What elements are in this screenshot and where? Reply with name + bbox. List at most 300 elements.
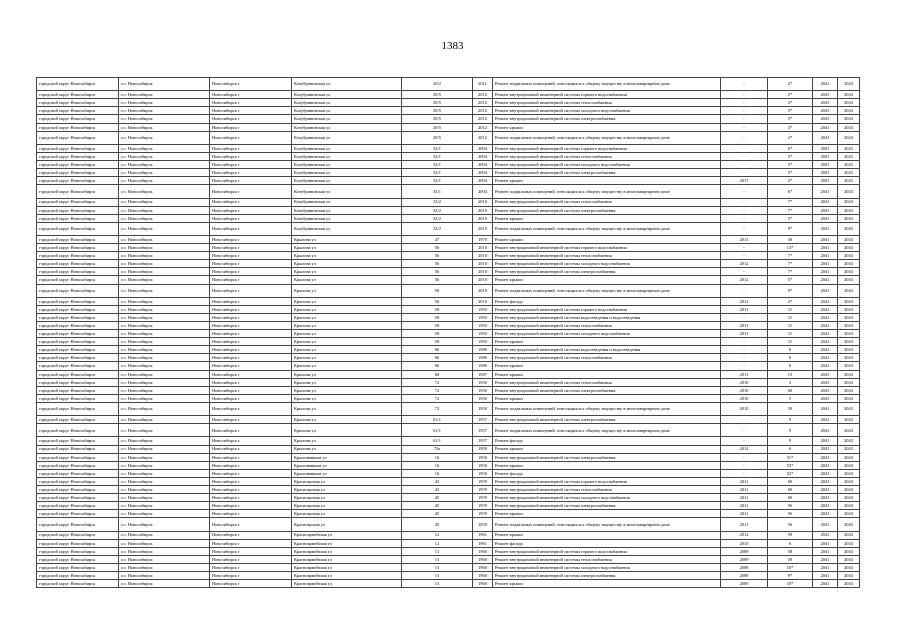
table-row [37,378,860,386]
table-row [37,123,860,131]
municipality-cell: городской округ Новосибирск [37,144,119,152]
build-year-cell: 1959 [473,518,493,531]
house-number-cell: 60 [402,362,473,370]
build-year-cell: 2004 [473,169,493,177]
end-year-cell: 2043 [838,91,860,99]
district-cell: г.о. Новосибирск [119,260,210,268]
district-cell: г.о. Новосибирск [119,91,210,99]
street-cell: Кочубрининская ул [292,131,402,144]
table-row [37,169,860,177]
district-cell: г.о. Новосибирск [119,354,210,362]
table-row [37,453,860,461]
work-type-cell: Ремонт фасада [493,469,721,477]
wear-cell: 2* [768,91,813,99]
district-cell: г.о. Новосибирск [119,424,210,437]
start-year-cell: 2041 [813,572,838,580]
work-type-cell: Ремонт подвальных помещений, относящихся к общему имуществу в многоквартирном доме [493,78,721,91]
last-repair-year-cell: - [721,131,768,144]
work-type-cell: Ремонт внутридомовой инженерной системы холодного водоснабжения [493,260,721,268]
wear-cell: 9 [768,424,813,437]
district-cell: г.о. Новосибирск [119,252,210,260]
start-year-cell: 2041 [813,394,838,402]
street-cell: Крылова ул [292,284,402,297]
start-year-cell: 2041 [813,322,838,330]
table-row [37,370,860,378]
street-cell: Крыловникова ул [292,461,402,469]
table-row [37,206,860,214]
build-year-cell: 2010 [473,214,493,222]
last-repair-year-cell: - [721,284,768,297]
street-cell: Крылова ул [292,354,402,362]
work-type-cell: Ремонт внутридомовой инженерной системы холодного водоснабжения [493,161,721,169]
start-year-cell: 2041 [813,437,838,445]
district-cell: г.о. Новосибирск [119,539,210,547]
settlement-cell: Новосибирск г [210,169,292,177]
end-year-cell: 2043 [838,305,860,313]
work-type-cell: Ремонт внутридомовой инженерной системы водоотведения и водоотведения [493,346,721,354]
build-year-cell: 2004 [473,177,493,185]
district-cell: г.о. Новосибирск [119,346,210,354]
wear-cell: 60 [768,386,813,394]
municipality-cell: городской округ Новосибирск [37,362,119,370]
table-row [37,214,860,222]
table-row [37,362,860,370]
settlement-cell: Новосибирск г [210,563,292,571]
settlement-cell: Новосибирск г [210,518,292,531]
wear-cell: 11 [768,330,813,338]
district-cell: г.о. Новосибирск [119,177,210,185]
last-repair-year-cell: - [721,152,768,160]
settlement-cell: Новосибирск г [210,445,292,453]
table-row [37,313,860,321]
table-row [37,252,860,260]
table-row [37,563,860,571]
end-year-cell: 2043 [838,518,860,531]
wear-cell: 56 [768,502,813,510]
house-number-cell: 43 [402,477,473,485]
last-repair-year-cell: - [721,424,768,437]
wear-cell: 11 [768,338,813,346]
start-year-cell: 2041 [813,252,838,260]
work-type-cell: Ремонт крыши [493,276,721,284]
end-year-cell: 2043 [838,214,860,222]
last-repair-year-cell: - [721,206,768,214]
district-cell: г.о. Новосибирск [119,338,210,346]
last-repair-year-cell: - [721,453,768,461]
street-cell: Кочубрининская ул [292,123,402,131]
table-row [37,330,860,338]
street-cell: Кочубрининская ул [292,144,402,152]
wear-cell: 7* [768,252,813,260]
end-year-cell: 2043 [838,260,860,268]
house-number-cell: 56 [402,268,473,276]
table-row [37,284,860,297]
end-year-cell: 2043 [838,276,860,284]
house-number-cell: 56 [402,252,473,260]
settlement-cell: Новосибирск г [210,144,292,152]
end-year-cell: 2043 [838,402,860,415]
street-cell: Крылова ул [292,252,402,260]
district-cell: г.о. Новосибирск [119,477,210,485]
table-row [37,346,860,354]
start-year-cell: 2041 [813,354,838,362]
district-cell: г.о. Новосибирск [119,362,210,370]
district-cell: г.о. Новосибирск [119,580,210,588]
wear-cell: 9 [768,416,813,424]
street-cell: Кочубрининская ул [292,177,402,185]
settlement-cell: Новосибирск г [210,547,292,555]
settlement-cell: Новосибирск г [210,252,292,260]
work-type-cell: Ремонт подвальных помещений, относящихся к общему имуществу в многоквартирном доме [493,222,721,235]
capital-repair-table [36,77,860,588]
settlement-cell: Новосибирск г [210,177,292,185]
table-row [37,222,860,235]
start-year-cell: 2041 [813,477,838,485]
district-cell: г.о. Новосибирск [119,297,210,305]
end-year-cell: 2043 [838,115,860,123]
district-cell: г.о. Новосибирск [119,386,210,394]
municipality-cell: городской округ Новосибирск [37,555,119,563]
settlement-cell: Новосибирск г [210,378,292,386]
last-repair-year-cell: 2013 [721,370,768,378]
end-year-cell: 2043 [838,539,860,547]
settlement-cell: Новосибирск г [210,502,292,510]
municipality-cell: городской округ Новосибирск [37,477,119,485]
street-cell: Крылова ул [292,370,402,378]
work-type-cell: Ремонт подвальных помещений, относящихся к общему имуществу в многоквартирном доме [493,424,721,437]
end-year-cell: 2043 [838,437,860,445]
wear-cell: 59 [768,555,813,563]
wear-cell: 2* [768,297,813,305]
last-repair-year-cell: 2009 [721,547,768,555]
settlement-cell: Новосибирск г [210,362,292,370]
build-year-cell: 1959 [473,494,493,502]
start-year-cell: 2041 [813,235,838,243]
district-cell: г.о. Новосибирск [119,485,210,493]
end-year-cell: 2043 [838,563,860,571]
district-cell: г.о. Новосибирск [119,330,210,338]
end-year-cell: 2043 [838,502,860,510]
street-cell: Кочубрининская ул [292,222,402,235]
wear-cell: 60 [768,494,813,502]
wear-cell: 5* [768,214,813,222]
settlement-cell: Новосибирск г [210,338,292,346]
start-year-cell: 2041 [813,161,838,169]
district-cell: г.о. Новосибирск [119,198,210,206]
build-year-cell: 1993 [473,313,493,321]
house-number-cell: 13 [402,580,473,588]
table-row [37,276,860,284]
municipality-cell: городской округ Новосибирск [37,469,119,477]
work-type-cell: Ремонт крыши [493,461,721,469]
wear-cell: 6 [768,354,813,362]
wear-cell: 11 [768,305,813,313]
street-cell: Крылова ул [292,362,402,370]
district-cell: г.о. Новосибирск [119,563,210,571]
start-year-cell: 2041 [813,185,838,198]
end-year-cell: 2043 [838,370,860,378]
start-year-cell: 2041 [813,144,838,152]
house-number-cell: 58 [402,313,473,321]
house-number-cell: 33/2 [402,214,473,222]
last-repair-year-cell: 2011 [721,494,768,502]
build-year-cell: 1960 [473,572,493,580]
district-cell: г.о. Новосибирск [119,185,210,198]
street-cell: Крылова ул [292,437,402,445]
municipality-cell: городской округ Новосибирск [37,123,119,131]
municipality-cell: городской округ Новосибирск [37,214,119,222]
municipality-cell: городской округ Новосибирск [37,461,119,469]
end-year-cell: 2043 [838,461,860,469]
work-type-cell: Ремонт крыши [493,531,721,539]
work-type-cell: Ремонт внутридомовой инженерной системы холодного водоснабжения [493,563,721,571]
last-repair-year-cell: 2011 [721,510,768,518]
work-type-cell: Ремонт внутридомовой инженерной системы электроснабжения [493,502,721,510]
wear-cell: 5 [768,394,813,402]
wear-cell: 59 [768,531,813,539]
municipality-cell: городской округ Новосибирск [37,437,119,445]
house-number-cell: 58 [402,305,473,313]
last-repair-year-cell: - [721,244,768,252]
settlement-cell: Новосибирск г [210,235,292,243]
end-year-cell: 2043 [838,177,860,185]
last-repair-year-cell: 2010 [721,539,768,547]
wear-cell: 3* [768,107,813,115]
district-cell: г.о. Новосибирск [119,99,210,107]
table-row [37,185,860,198]
street-cell: Кочубрининская ул [292,198,402,206]
street-cell: Красноармейская ул [292,531,402,539]
start-year-cell: 2041 [813,386,838,394]
street-cell: Кочубрининская ул [292,169,402,177]
house-number-cell: 33/1 [402,177,473,185]
district-cell: г.о. Новосибирск [119,547,210,555]
street-cell: Крылова ул [292,330,402,338]
district-cell: г.о. Новосибирск [119,378,210,386]
district-cell: г.о. Новосибирск [119,131,210,144]
start-year-cell: 2041 [813,206,838,214]
work-type-cell: Ремонт фасада [493,297,721,305]
settlement-cell: Новосибирск г [210,305,292,313]
settlement-cell: Новосибирск г [210,206,292,214]
start-year-cell: 2041 [813,214,838,222]
wear-cell: 56 [768,510,813,518]
settlement-cell: Новосибирск г [210,99,292,107]
work-type-cell: Ремонт внутридомовой инженерной системы теплоснабжения [493,378,721,386]
last-repair-year-cell: 2011 [721,330,768,338]
build-year-cell: 2012 [473,131,493,144]
start-year-cell: 2041 [813,268,838,276]
house-number-cell: 72 [402,394,473,402]
municipality-cell: городской округ Новосибирск [37,152,119,160]
work-type-cell: Ремонт подвальных помещений, относящихся к общему имуществу в многоквартирном доме [493,185,721,198]
settlement-cell: Новосибирск г [210,322,292,330]
end-year-cell: 2043 [838,555,860,563]
build-year-cell: 2010 [473,297,493,305]
work-type-cell: Ремонт внутридомовой инженерной системы электроснабжения [493,169,721,177]
municipality-cell: городской округ Новосибирск [37,580,119,588]
wear-cell: 6 [768,362,813,370]
end-year-cell: 2043 [838,244,860,252]
district-cell: г.о. Новосибирск [119,78,210,91]
wear-cell: 9 [768,437,813,445]
house-number-cell: 33/1 [402,161,473,169]
end-year-cell: 2043 [838,185,860,198]
work-type-cell: Ремонт внутридомовой инженерной системы холодного водоснабжения [493,330,721,338]
municipality-cell: городской округ Новосибирск [37,260,119,268]
build-year-cell: 1950 [473,386,493,394]
house-number-cell: 29/2 [402,78,473,91]
work-type-cell: Ремонт внутридомовой инженерной системы холодного водоснабжения [493,107,721,115]
last-repair-year-cell: 2010 [721,402,768,415]
house-number-cell: 29/5 [402,99,473,107]
end-year-cell: 2043 [838,510,860,518]
settlement-cell: Новосибирск г [210,485,292,493]
house-number-cell: 33/2 [402,198,473,206]
municipality-cell: городской округ Новосибирск [37,445,119,453]
settlement-cell: Новосибирск г [210,152,292,160]
street-cell: Крылова ул [292,402,402,415]
municipality-cell: городской округ Новосибирск [37,305,119,313]
last-repair-year-cell: - [721,346,768,354]
district-cell: г.о. Новосибирск [119,276,210,284]
district-cell: г.о. Новосибирск [119,313,210,321]
settlement-cell: Новосибирск г [210,115,292,123]
municipality-cell: городской округ Новосибирск [37,518,119,531]
district-cell: г.о. Новосибирск [119,445,210,453]
build-year-cell: 2004 [473,161,493,169]
build-year-cell: 1970 [473,235,493,243]
table-row [37,445,860,453]
street-cell: Красноярская ул [292,477,402,485]
municipality-cell: городской округ Новосибирск [37,510,119,518]
last-repair-year-cell: 2011 [721,477,768,485]
municipality-cell: городской округ Новосибирск [37,169,119,177]
work-type-cell: Ремонт фасада [493,539,721,547]
municipality-cell: городской округ Новосибирск [37,244,119,252]
wear-cell: 7* [768,198,813,206]
house-number-cell: 72а [402,445,473,453]
wear-cell: 6 [768,445,813,453]
house-number-cell: 16 [402,461,473,469]
last-repair-year-cell: 2009 [721,555,768,563]
build-year-cell: 2010 [473,222,493,235]
house-number-cell: 58 [402,338,473,346]
table-row [37,115,860,123]
start-year-cell: 2041 [813,222,838,235]
table-row [37,322,860,330]
street-cell: Красноармейская ул [292,547,402,555]
build-year-cell: 1959 [473,502,493,510]
work-type-cell: Ремонт подвальных помещений, относящихся к общему имуществу в многоквартирном доме [493,284,721,297]
wear-cell: 3 [768,378,813,386]
house-number-cell: 56 [402,284,473,297]
last-repair-year-cell: - [721,107,768,115]
district-cell: г.о. Новосибирск [119,572,210,580]
district-cell: г.о. Новосибирск [119,394,210,402]
table-row [37,416,860,424]
table-row [37,99,860,107]
start-year-cell: 2041 [813,469,838,477]
district-cell: г.о. Новосибирск [119,268,210,276]
build-year-cell: 1993 [473,338,493,346]
house-number-cell: 45 [402,494,473,502]
last-repair-year-cell: - [721,313,768,321]
start-year-cell: 2041 [813,510,838,518]
settlement-cell: Новосибирск г [210,572,292,580]
street-cell: Кочубрининская ул [292,214,402,222]
table-row [37,305,860,313]
last-repair-year-cell: - [721,91,768,99]
wear-cell: 2* [768,78,813,91]
wear-cell: 7* [768,206,813,214]
build-year-cell: 1950 [473,453,493,461]
house-number-cell: 29/5 [402,115,473,123]
settlement-cell: Новосибирск г [210,123,292,131]
start-year-cell: 2041 [813,305,838,313]
build-year-cell: 2010 [473,276,493,284]
work-type-cell: Ремонт внутридомовой инженерной системы теплоснабжения [493,152,721,160]
wear-cell: 3* [768,123,813,131]
build-year-cell: 2012 [473,91,493,99]
settlement-cell: Новосибирск г [210,386,292,394]
build-year-cell: 1957 [473,437,493,445]
settlement-cell: Новосибирск г [210,330,292,338]
end-year-cell: 2043 [838,354,860,362]
end-year-cell: 2043 [838,547,860,555]
street-cell: Крылова ул [292,244,402,252]
build-year-cell: 1960 [473,555,493,563]
district-cell: г.о. Новосибирск [119,322,210,330]
street-cell: Крылова ул [292,297,402,305]
build-year-cell: 1957 [473,416,493,424]
last-repair-year-cell: - [721,169,768,177]
work-type-cell: Ремонт крыши [493,177,721,185]
house-number-cell: 43 [402,485,473,493]
wear-cell: 11 [768,322,813,330]
street-cell: Крылова ул [292,445,402,453]
start-year-cell: 2041 [813,313,838,321]
wear-cell: 15 [768,370,813,378]
start-year-cell: 2041 [813,378,838,386]
start-year-cell: 2041 [813,131,838,144]
settlement-cell: Новосибирск г [210,78,292,91]
last-repair-year-cell: 2010 [721,394,768,402]
settlement-cell: Новосибирск г [210,284,292,297]
table-row [37,580,860,588]
end-year-cell: 2043 [838,453,860,461]
build-year-cell: 1959 [473,477,493,485]
wear-cell: 6 [768,539,813,547]
start-year-cell: 2041 [813,284,838,297]
house-number-cell: 29/5 [402,107,473,115]
street-cell: Крылова ул [292,276,402,284]
work-type-cell: Ремонт внутридомовой инженерной системы горячего водоснабжения [493,91,721,99]
street-cell: Кочубрининская ул [292,206,402,214]
last-repair-year-cell: - [721,461,768,469]
street-cell: Кочубрининская ул [292,78,402,91]
build-year-cell: 2012 [473,107,493,115]
street-cell: Красноармейская ул [292,563,402,571]
municipality-cell: городской округ Новосибирск [37,313,119,321]
district-cell: г.о. Новосибирск [119,453,210,461]
table-row [37,494,860,502]
last-repair-year-cell: - [721,214,768,222]
settlement-cell: Новосибирск г [210,510,292,518]
wear-cell: 6* [768,144,813,152]
table-row [37,502,860,510]
build-year-cell: 1986 [473,346,493,354]
